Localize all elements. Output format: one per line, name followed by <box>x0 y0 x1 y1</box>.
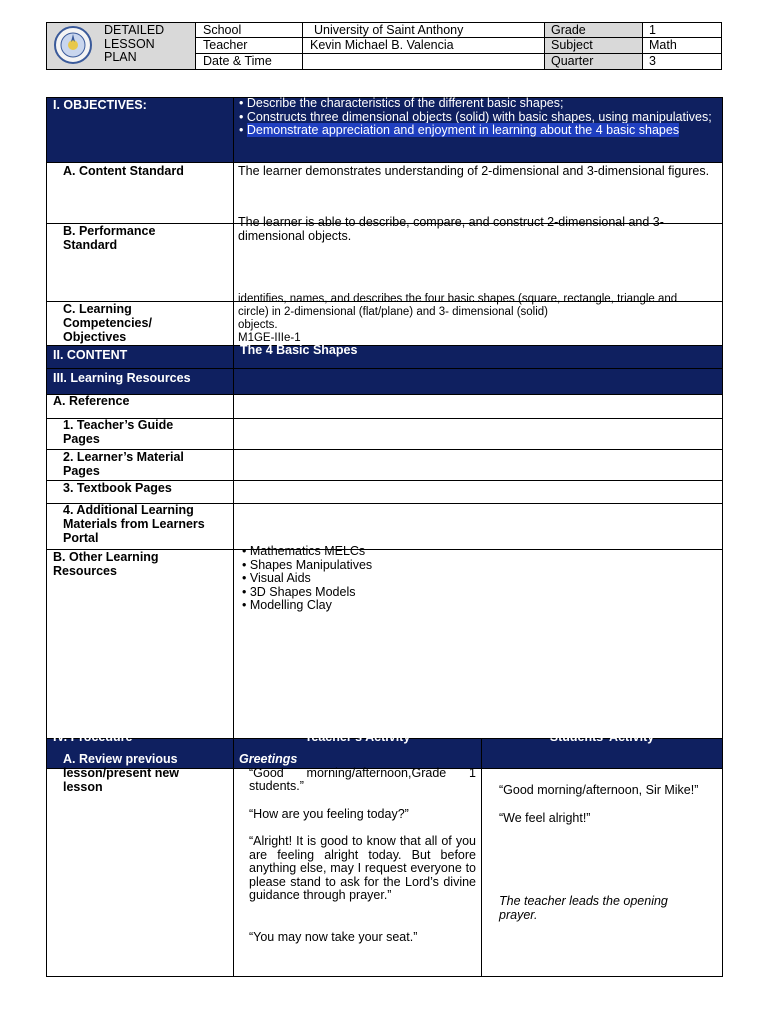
deped-seal-icon <box>52 25 94 65</box>
header-grade-value: 1 <box>649 23 656 37</box>
teacher-line: “How are you feeling today?” <box>249 806 409 821</box>
students-activity-heading: Students’ Activity <box>549 730 655 744</box>
teachers-guide-label-line: 1. Teacher’s Guide <box>63 418 174 432</box>
plan-title-line: PLAN <box>104 50 137 64</box>
teacher-line: “You may now take your seat.” <box>249 929 418 944</box>
objective-item-highlight: Demonstrate appreciation and enjoyment in learning about the 4 basic shapes <box>246 123 680 137</box>
additional-value-cell <box>233 503 723 550</box>
student-line: The teacher leads the opening prayer. <box>499 894 668 922</box>
teacher-line: “Good morning/afternoon,Grade 1 students.” <box>249 765 476 793</box>
header-date-label: Date & Time <box>203 54 272 68</box>
competencies-text <box>238 293 722 345</box>
greetings-heading: Greetings <box>239 752 298 766</box>
other-resources-list <box>242 545 702 613</box>
learners-material-value-cell <box>233 449 723 481</box>
header-quarter-value: 3 <box>649 54 656 68</box>
learners-material-label-line: Pages <box>63 464 100 478</box>
competencies-label-line: Competencies/ <box>63 316 152 330</box>
objective-item <box>239 124 719 138</box>
content-heading: II. CONTENT <box>53 348 128 362</box>
reference-value-cell <box>233 394 723 419</box>
plan-title <box>104 24 194 65</box>
teacher-activity-heading: Teacher’s Activity <box>304 730 411 744</box>
content-standard-text: The learner demonstrates understanding of 2-dimensional and 3-dimensional figures. <box>238 164 710 178</box>
student-line: “We feel alright!” <box>499 810 591 825</box>
objectives-heading: I. OBJECTIVES: <box>53 98 147 112</box>
procedure-step-label <box>63 752 179 794</box>
header-quarter-label: Quarter <box>551 54 594 68</box>
performance-standard-label-line: Standard <box>63 238 118 252</box>
header-teacher-value: Kevin Michael B. Valencia <box>310 38 454 52</box>
objectives-list <box>239 97 719 138</box>
other-resources-label <box>53 550 159 578</box>
other-resource-item: • Visual Aids <box>242 572 702 586</box>
other-resources-label-line: B. Other Learning <box>53 550 159 564</box>
teachers-guide-value-cell <box>233 418 723 450</box>
competencies-text-line: objects. <box>238 319 278 331</box>
procedure-step-label-line: A. Review previous <box>63 752 178 766</box>
teacher-line: “Alright! It is good to know that all of you are feeling alright today. But before anything else, may I request everyone to please stand to ask for the Lord’s divine guidance through prayer.” <box>249 834 476 902</box>
performance-standard-label-line: B. Performance <box>63 224 156 238</box>
objective-item: • Describe the characteristics of the different basic shapes; <box>239 97 719 111</box>
content-text: The 4 Basic Shapes <box>240 343 358 357</box>
textbook-label: 3. Textbook Pages <box>63 481 172 495</box>
objective-item: • Constructs three dimensional objects (solid) with basic shapes, using manipulatives; <box>239 111 719 125</box>
header-date-value-cell <box>302 53 545 70</box>
header-teacher-label: Teacher <box>203 38 248 52</box>
competencies-text-line: circle) in 2-dimensional (flat/plane) and 3- dimensional (solid) <box>238 306 549 318</box>
additional-label-line: Portal <box>63 531 99 545</box>
other-resource-item: • Modelling Clay <box>242 599 702 613</box>
content-standard-label: A. Content Standard <box>63 164 184 178</box>
resources-blank-cell <box>233 368 723 395</box>
competencies-label-line: Objectives <box>63 330 127 344</box>
procedure-step-label-line: lesson/present new <box>63 766 180 780</box>
other-resource-item: • Shapes Manipulatives <box>242 559 702 573</box>
other-resource-item: • Mathematics MELCs <box>242 545 702 559</box>
textbook-value-cell <box>233 480 723 504</box>
additional-label <box>63 503 205 545</box>
students-activity-text <box>499 784 709 922</box>
header-grade-label: Grade <box>551 23 586 37</box>
learners-material-label-line: 2. Learner’s Material <box>63 450 184 464</box>
header-subject-value: Math <box>649 38 677 52</box>
additional-label-line: Materials from Learners <box>63 517 205 531</box>
reference-label: A. Reference <box>53 394 130 408</box>
header-subject-label: Subject <box>551 38 593 52</box>
header-school-value: University of Saint Anthony <box>314 23 464 37</box>
plan-title-line: LESSON <box>104 36 155 51</box>
additional-label-line: 4. Additional Learning <box>63 503 194 517</box>
procedure-heading: IV. Procedure <box>53 730 133 744</box>
resources-heading: III. Learning Resources <box>53 371 191 385</box>
competencies-text-line: identifies, names, and describes the four basic shapes (square, rectangle, triangle and <box>238 293 678 305</box>
teachers-guide-label <box>63 418 173 446</box>
other-resources-label-line: Resources <box>53 564 117 578</box>
performance-standard-label <box>63 224 155 252</box>
performance-standard-text: The learner is able to describe, compare, and construct 2-dimensional and 3-dimensional objects. <box>238 215 664 243</box>
other-resource-item: • 3D Shapes Models <box>242 586 702 600</box>
competencies-label <box>63 302 152 344</box>
teachers-guide-label-line: Pages <box>63 432 100 446</box>
learners-material-label <box>63 450 184 478</box>
competencies-text-line: M1GE-IIIe-1 <box>238 332 301 344</box>
teacher-activity-text <box>239 752 476 944</box>
header-school-label: School <box>203 23 242 37</box>
procedure-step-label-line: lesson <box>63 780 103 794</box>
competencies-label-line: C. Learning <box>63 302 132 316</box>
student-line: “Good morning/afternoon, Sir Mike!” <box>499 783 699 797</box>
plan-title-line: DETAILED <box>104 23 165 37</box>
procedure-step-cell <box>46 768 234 977</box>
